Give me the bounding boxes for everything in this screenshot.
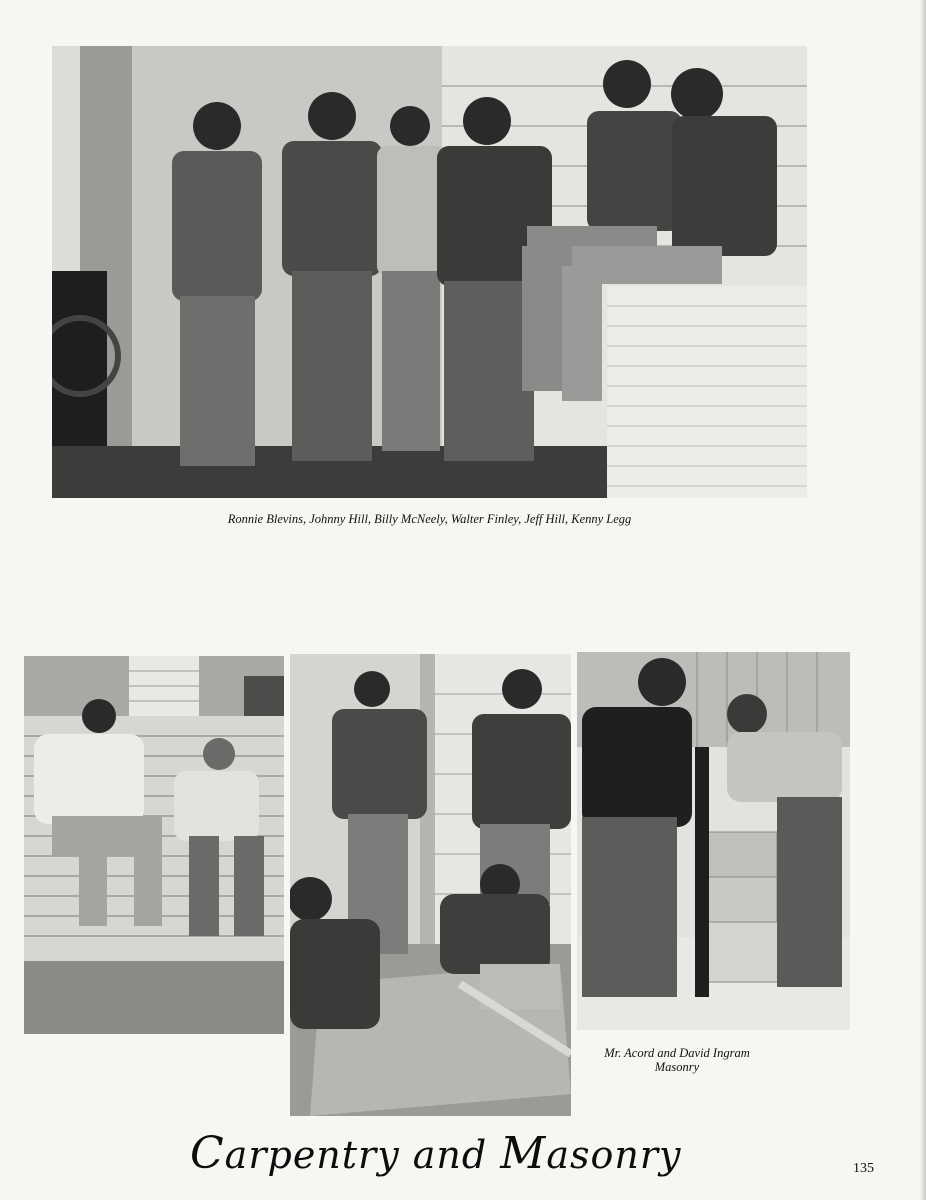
page-edge-shadow — [920, 0, 926, 1200]
title-second-letter: M — [500, 1128, 547, 1179]
group-photo — [52, 46, 807, 498]
masonry-photo — [577, 652, 850, 1030]
masonry-caption-names: Mr. Acord and David Ingram — [604, 1046, 750, 1060]
page-title — [190, 1128, 682, 1179]
group-photo-caption: Ronnie Blevins, Johnny Hill, Billy McNeely, Walter Finley, Jeff Hill, Kenny Legg — [227, 512, 632, 526]
masonry-caption-subject: Masonry — [654, 1060, 700, 1074]
title-part-1: arpentry and — [224, 1133, 501, 1177]
page-number: 135 — [853, 1161, 874, 1176]
title-part-2: asonry — [546, 1133, 682, 1177]
floor-work-photo — [290, 654, 571, 1116]
masonry-photo-caption — [577, 1046, 777, 1074]
title-first-letter: C — [190, 1128, 225, 1179]
lumber-stack-photo — [24, 656, 284, 1034]
